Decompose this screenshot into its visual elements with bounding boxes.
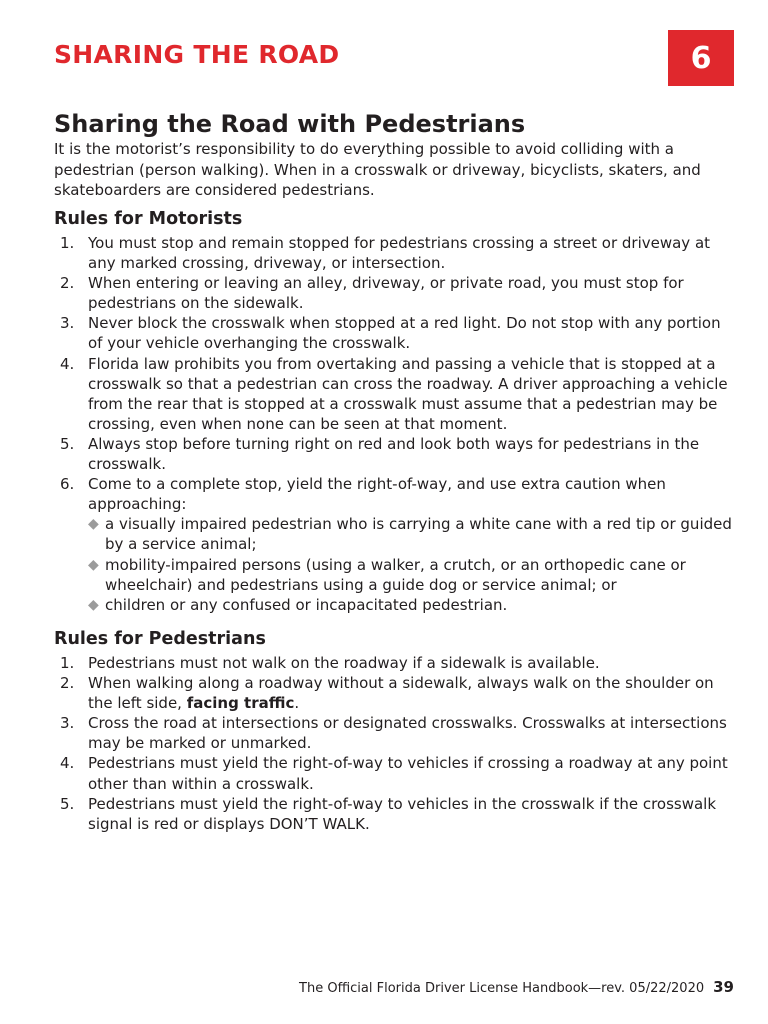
item-number: 2. [60,274,75,293]
item-text: Come to a complete stop, yield the right-of-way, and use extra caution when approaching: [88,475,666,514]
diamond-bullet-icon: ◆ [88,596,99,613]
list-item [54,354,738,434]
list-item [54,233,738,273]
motorists-heading: Rules for Motorists [54,209,243,229]
item-text: Pedestrians must yield the right-of-way to vehicles in the crosswalk if the crosswalk signal is red or displays DON’T WALK. [88,794,717,833]
diamond-bullet-icon: ◆ [88,516,99,533]
sub-bullet-text: a visually impaired pedestrian who is carrying a white cane with a red tip or guided by a service animal; [105,515,732,554]
item-number: 2. [60,674,75,693]
diamond-bullet-icon: ◆ [88,556,99,573]
item-number: 1. [60,654,75,672]
item-text: Florida law prohibits you from overtaking and passing a vehicle that is stopped at a crosswalk so that a pedestrian can cross the roadway. A driver approaching a vehicle from the rear that is stopped at a crosswalk must assume that a pedestrian may be crossing, even when none can be seen at that moment. [88,354,728,433]
list-item [54,753,738,793]
motorists-rules-list [54,233,738,615]
item-number: 5. [60,794,75,813]
section-title: Sharing the Road with Pedestrians [54,110,526,138]
item-text: Always stop before turning right on red and look both ways for pedestrians in the crosswalk. [88,434,700,474]
intro-paragraph: It is the motorist’s responsibility to do everything possible to avoid colliding with a pedestrian (person walking). When in a crosswalk or driveway, bicyclists, skaters, and skateboarders are considered pedestrians. [54,140,701,199]
page-footer [299,978,734,996]
list-item [54,474,738,615]
item-text: Pedestrians must not walk on the roadway if a sidewalk is available. [88,654,600,672]
item-text: Never block the crosswalk when stopped at a red light. Do not stop with any portion of your vehicle overhanging the crosswalk. [88,314,721,353]
item-number: 5. [60,434,75,453]
item-number: 6. [60,475,75,494]
list-item [54,273,738,313]
item-number: 3. [60,714,75,733]
item-text: When walking along a roadway without a sidewalk, always walk on the shoulder on the left side, [88,674,714,713]
sub-bullet-item [88,555,738,595]
footer-text: The Official Florida Driver License Handbook—rev. 05/22/2020 [299,981,705,996]
list-item [54,313,738,353]
item-number: 3. [60,314,75,333]
list-item [54,794,738,834]
list-item [54,713,738,753]
sub-bullet-text: mobility-impaired persons (using a walker, a crutch, or an orthopedic cane or wheelchair) and pedestrians using a guide dog or service animal; or [105,555,686,594]
item-text: When entering or leaving an alley, driveway, or private road, you must stop for pedestrians on the sidewalk. [88,274,684,313]
item-number: 4. [60,354,75,373]
chapter-title: SHARING THE ROAD [54,40,340,69]
item-text: Cross the road at intersections or designated crosswalks. Crosswalks at intersections may be marked or unmarked. [88,714,727,753]
sub-bullet-list [88,514,738,614]
sub-bullet-item [88,514,738,554]
item-text-end: . [294,694,300,713]
pedestrians-heading: Rules for Pedestrians [54,629,266,649]
list-item [54,673,738,713]
item-text: Pedestrians must yield the right-of-way to vehicles if crossing a roadway at any point other than within a crosswalk. [88,754,728,793]
item-number: 4. [60,754,75,773]
facing-traffic-emphasis: facing traffic [186,694,295,713]
list-item [54,653,738,673]
chapter-number-badge: 6 [668,30,734,86]
pedestrians-rules-list [54,653,738,834]
list-item [54,434,738,474]
page-number: 39 [713,978,734,996]
sub-bullet-text: children or any confused or incapacitated pedestrian. [105,595,508,614]
item-number: 1. [60,234,75,252]
sub-bullet-item [88,595,738,615]
item-text: You must stop and remain stopped for pedestrians crossing a street or driveway at any marked crossing, driveway, or intersection. [88,234,711,273]
